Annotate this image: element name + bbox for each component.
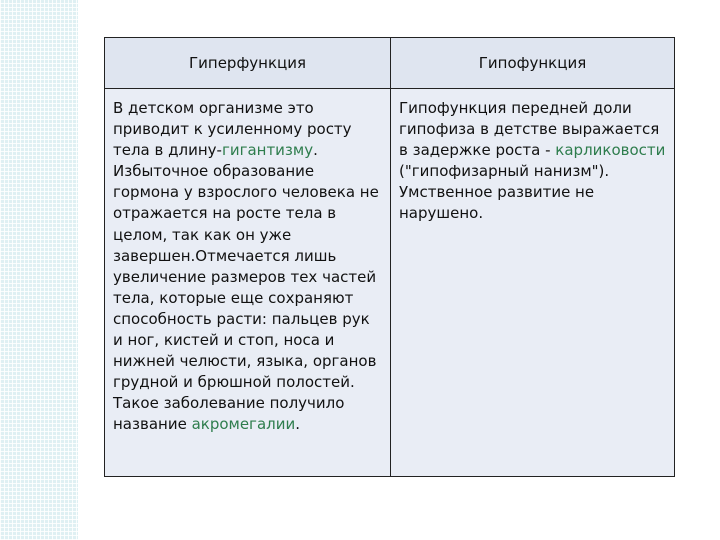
term-gigantism: гигантизму [221,141,314,160]
hyper-text-part3: . [295,415,300,434]
comparison-table [104,37,675,477]
comparison-table-container [104,37,674,477]
table-row [105,89,675,477]
hyper-text-part2: . Избыточное образование гормона у взрослого человека не отражается на росте тела в целом, так как он уже завершен.Отмечается лишь увеличение размеров тех частей тела, которые еще сохраняют способность расти: пальцев рук и ног, кистей и стоп, носа и нижней челюсти, языка, органов грудной и брюшной полостей. Такое заболевание получило название [113,141,379,434]
term-acromegaly: акромегалии [191,415,296,434]
cell-hyperfunction-description [105,89,391,477]
hypo-text-part2: ("гипофизарный нанизм"). Умственное развитие не нарушено. [399,162,610,223]
table-header-row [105,38,675,89]
hypo-text-part1: Гипофункция передней доли гипофиза в детстве выражается в задержке роста - [399,99,660,160]
header-hypofunction: Гипофункция [391,38,675,89]
header-hyperfunction: Гиперфункция [105,38,391,89]
term-dwarfism: карликовости [555,141,666,160]
hyper-text-part1: В детском организме это приводит к усиленному росту тела в длину- [113,99,352,160]
cell-hypofunction-description [391,89,675,477]
decorative-side-strip [0,0,78,540]
